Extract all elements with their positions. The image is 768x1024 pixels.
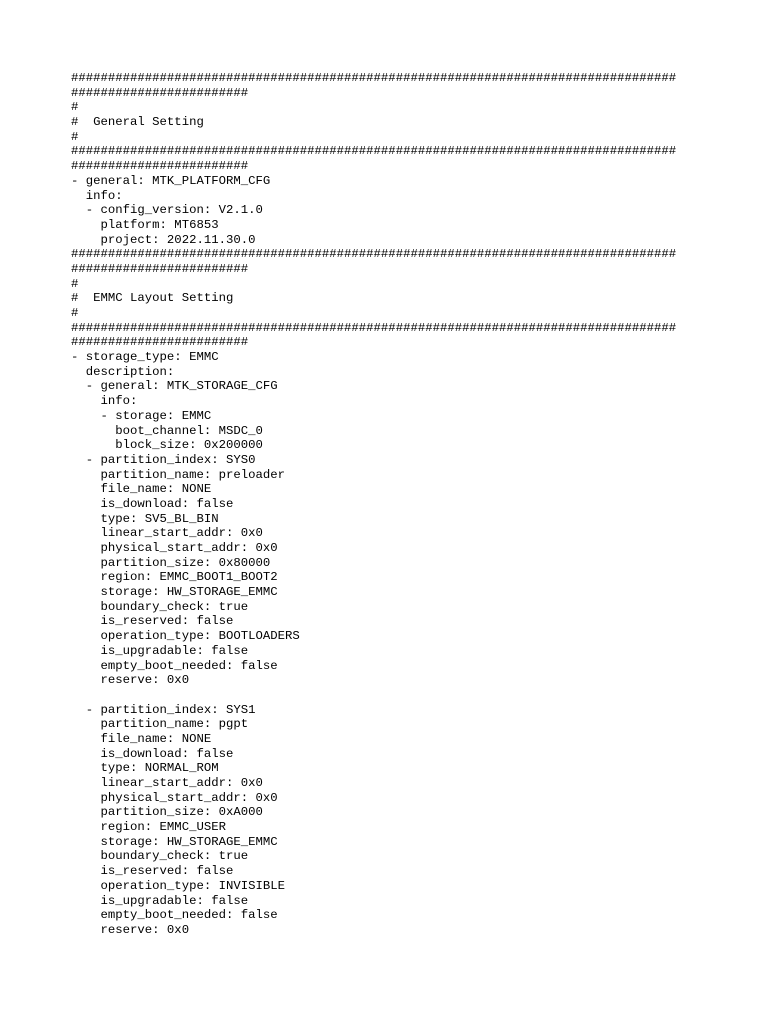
separator-line: ##################################################################################: [71, 144, 677, 159]
text-line: - general: MTK_STORAGE_CFG: [71, 379, 278, 394]
text-line: boundary_check: true: [71, 599, 249, 614]
text-line: linear_start_addr: 0x0: [71, 526, 263, 541]
separator-line: ########################: [71, 335, 249, 350]
separator-line: ########################: [71, 159, 249, 174]
text-line: empty_boot_needed: false: [71, 658, 278, 673]
text-line: file_name: NONE: [71, 482, 212, 497]
text-line: partition_size: 0xA000: [71, 805, 263, 820]
text-line: is_reserved: false: [71, 864, 234, 879]
text-line: operation_type: INVISIBLE: [71, 878, 286, 893]
text-line: partition_name: preloader: [71, 467, 286, 482]
text-line: info:: [71, 188, 123, 203]
text-line: is_upgradable: false: [71, 643, 249, 658]
text-line: region: EMMC_BOOT1_BOOT2: [71, 570, 278, 585]
text-line: partition_name: pgpt: [71, 717, 249, 732]
blank-line: [71, 688, 711, 703]
text-line: - general: MTK_PLATFORM_CFG: [71, 173, 271, 188]
text-line: description:: [71, 364, 175, 379]
section-heading: # General Setting: [71, 115, 204, 130]
separator-line: ########################: [71, 261, 249, 276]
text-line: platform: MT6853: [71, 217, 219, 232]
text-line: reserve: 0x0: [71, 673, 190, 688]
text-line: operation_type: BOOTLOADERS: [71, 629, 300, 644]
text-line: empty_boot_needed: false: [71, 908, 278, 923]
text-line: is_download: false: [71, 746, 234, 761]
partition-entry-start: - partition_index: SYS1: [71, 702, 256, 717]
text-line: type: SV5_BL_BIN: [71, 511, 219, 526]
text-line: boundary_check: true: [71, 849, 249, 864]
text-line: linear_start_addr: 0x0: [71, 776, 263, 790]
text-line: boot_channel: MSDC_0: [71, 423, 263, 438]
separator-line: #: [71, 306, 79, 320]
text-line: project: 2022.11.30.0: [71, 232, 256, 247]
text-line: physical_start_addr: 0x0: [71, 541, 278, 555]
text-line: storage: HW_STORAGE_EMMC: [71, 834, 278, 849]
separator-line: ##################################################################################: [71, 320, 677, 335]
text-line: is_reserved: false: [71, 614, 234, 629]
separator-line: #: [71, 100, 79, 115]
text-line: block_size: 0x200000: [71, 438, 263, 453]
separator-line: ##################################################################################: [71, 247, 677, 262]
document-text-block: [71, 71, 711, 938]
separator-line: #: [71, 129, 79, 144]
text-line: - config_version: V2.1.0: [71, 203, 263, 218]
text-line: file_name: NONE: [71, 731, 212, 746]
section-heading: # EMMC Layout Setting: [71, 291, 234, 306]
text-line: info:: [71, 394, 138, 409]
text-line: reserve: 0x0: [71, 922, 190, 937]
text-line: partition_size: 0x80000: [71, 555, 271, 570]
separator-line: #: [71, 276, 79, 291]
text-line: physical_start_addr: 0x0: [71, 790, 278, 805]
text-line: type: NORMAL_ROM: [71, 761, 219, 776]
separator-line: ##################################################################################: [71, 71, 677, 85]
text-line: storage: HW_STORAGE_EMMC: [71, 585, 278, 600]
text-line: is_download: false: [71, 496, 234, 511]
text-line: - storage: EMMC: [71, 408, 212, 423]
text-line: is_upgradable: false: [71, 893, 249, 908]
text-line: region: EMMC_USER: [71, 820, 226, 835]
partition-entry-start: - partition_index: SYS0: [71, 452, 256, 467]
text-line: - storage_type: EMMC: [71, 350, 219, 365]
separator-line: ########################: [71, 85, 249, 100]
